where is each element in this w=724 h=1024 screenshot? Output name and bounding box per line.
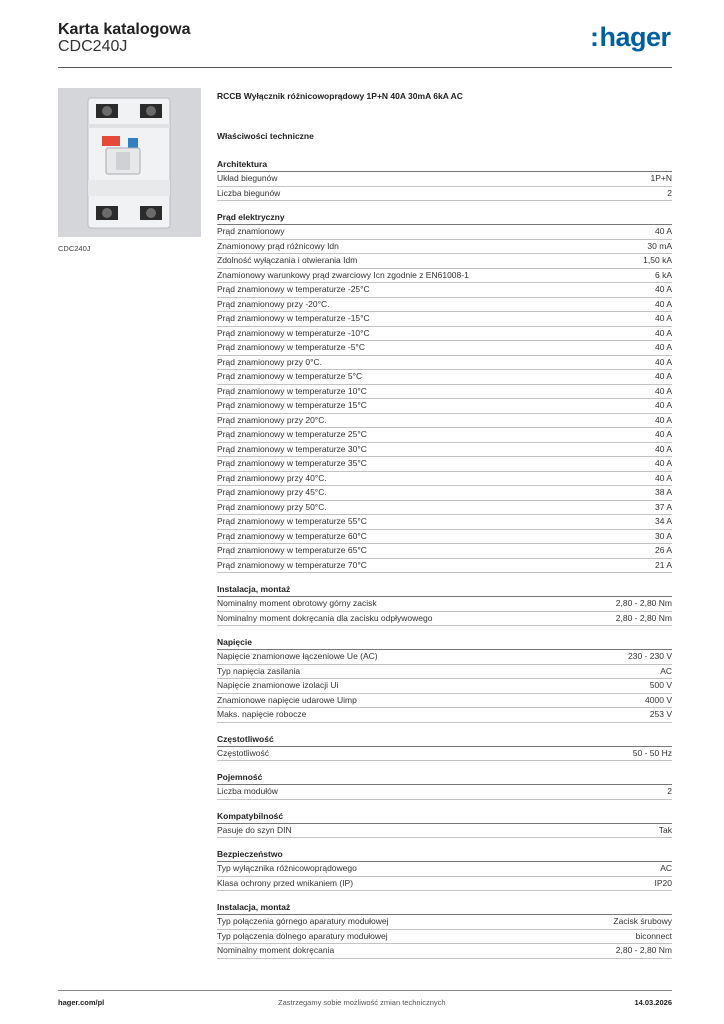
spec-row	[217, 283, 672, 298]
spec-value: 30 A	[654, 530, 672, 541]
spec-value: 2,80 - 2,80 Nm	[615, 612, 672, 623]
spec-label: Prąd znamionowy przy 20°C.	[217, 414, 327, 425]
spec-label: Klasa ochrony przed wnikaniem (IP)	[217, 877, 354, 888]
spec-value: 1P+N	[650, 173, 672, 183]
spec-label: Prąd znamionowy w temperaturze -15°C	[217, 313, 370, 323]
spec-row	[217, 486, 672, 501]
spec-label: Prąd znamionowy w temperaturze 5°C	[217, 371, 363, 381]
group-spacer	[217, 723, 672, 733]
spec-row	[217, 225, 672, 240]
spec-value: 2	[667, 786, 672, 796]
spec-value: 40 A	[654, 284, 672, 294]
spec-row	[217, 877, 672, 892]
spec-row	[217, 414, 672, 429]
group-title: Częstotliwość	[217, 733, 672, 747]
spec-label: Typ wyłącznika różnicowoprądowego	[217, 863, 357, 873]
spec-row	[217, 240, 672, 255]
spec-row	[217, 944, 672, 959]
spec-row	[217, 747, 672, 762]
spec-groups	[217, 158, 672, 959]
spec-label: Prąd znamionowy w temperaturze 65°C	[217, 545, 367, 555]
spec-value: 500 V	[649, 680, 672, 690]
spec-label: Prąd znamionowy	[217, 226, 285, 236]
spec-value: 40 A	[654, 429, 672, 439]
spec-row	[217, 356, 672, 371]
header-title: Karta katalogowa	[58, 21, 191, 38]
spec-label: Prąd znamionowy w temperaturze 35°C	[217, 458, 367, 468]
spec-value: 230 - 230 V	[628, 651, 672, 661]
spec-row	[217, 915, 672, 930]
spec-label: Częstotliwość	[217, 747, 269, 758]
spec-value: 26 A	[654, 545, 672, 555]
spec-label: Liczba modułów	[217, 786, 278, 796]
spec-row	[217, 930, 672, 945]
spec-label: Znamionowe napięcie udarowe Uimp	[217, 694, 357, 705]
spec-row	[217, 385, 672, 400]
group-title: Napięcie	[217, 636, 672, 650]
spec-row	[217, 530, 672, 545]
spec-value: Tak	[658, 824, 672, 835]
spec-row	[217, 679, 672, 694]
spec-label: Prąd znamionowy w temperaturze 70°C	[217, 559, 367, 570]
group-spacer	[217, 800, 672, 810]
spec-label: Prąd znamionowy w temperaturze 55°C	[217, 516, 367, 526]
spec-label: Typ połączenia górnego aparatury modułowej	[217, 916, 389, 926]
spec-row	[217, 665, 672, 680]
spec-value: biconnect	[635, 930, 672, 941]
spec-value: 4000 V	[645, 694, 672, 705]
spec-value: 40 A	[654, 313, 672, 323]
spec-label: Prąd znamionowy przy 50°C.	[217, 501, 327, 512]
group-spacer	[217, 201, 672, 211]
footer-disclaimer: Zastrzegamy sobie możliwość zmian technicznych	[278, 998, 446, 1007]
spec-value: 40 A	[654, 342, 672, 352]
spec-value: 38 A	[654, 487, 672, 497]
spec-value: 40 A	[654, 371, 672, 381]
spec-row	[217, 862, 672, 877]
footer-divider	[58, 990, 672, 991]
spec-label: Prąd znamionowy w temperaturze -10°C	[217, 327, 370, 338]
spec-label: Prąd znamionowy przy 45°C.	[217, 487, 327, 497]
spec-value: 2,80 - 2,80 Nm	[615, 598, 672, 608]
spec-value: 2,80 - 2,80 Nm	[615, 945, 672, 955]
spec-row	[217, 399, 672, 414]
group-spacer	[217, 838, 672, 848]
spec-row	[217, 515, 672, 530]
spec-row	[217, 370, 672, 385]
spec-value: Zacisk śrubowy	[613, 916, 672, 926]
spec-label: Prąd znamionowy w temperaturze -25°C	[217, 284, 370, 294]
spec-row	[217, 824, 672, 839]
spec-row	[217, 597, 672, 612]
spec-value: AC	[660, 863, 672, 873]
spec-label: Znamionowy prąd różnicowy Idn	[217, 240, 339, 251]
group-spacer	[217, 573, 672, 583]
spec-value: 40 A	[654, 298, 672, 309]
spec-value: 40 A	[654, 356, 672, 367]
group-title: Pojemność	[217, 771, 672, 785]
hager-logo[interactable]: :hager	[590, 22, 671, 52]
rccb-device-image	[58, 88, 201, 237]
group-title: Bezpieczeństwo	[217, 848, 672, 862]
logo-text: hager	[599, 22, 671, 52]
spec-row	[217, 559, 672, 574]
spec-label: Prąd znamionowy przy 0°C.	[217, 356, 322, 367]
spec-value: 40 A	[654, 385, 672, 396]
spec-value: 50 - 50 Hz	[632, 747, 672, 758]
spec-label: Nominalny moment dokręcania	[217, 945, 335, 955]
spec-value: 6 kA	[654, 269, 672, 280]
product-name: RCCB Wyłącznik różnicowoprądowy 1P+N 40A 30mA 6kA AC	[217, 91, 463, 101]
spec-label: Prąd znamionowy w temperaturze 60°C	[217, 530, 367, 541]
spec-label: Prąd znamionowy przy -20°C.	[217, 298, 330, 309]
spec-row	[217, 327, 672, 342]
spec-label: Prąd znamionowy w temperaturze -5°C	[217, 342, 365, 352]
photo-caption: CDC240J	[58, 244, 91, 253]
spec-label: Pasuje do szyn DIN	[217, 824, 292, 835]
spec-value: 21 A	[654, 559, 672, 570]
spec-label: Prąd znamionowy w temperaturze 25°C	[217, 429, 367, 439]
spec-row	[217, 172, 672, 187]
spec-row	[217, 269, 672, 284]
spec-label: Typ napięcia zasilania	[217, 665, 301, 676]
spec-value: 40 A	[654, 458, 672, 468]
spec-label: Napięcie znamionowe izolacji Ui	[217, 680, 339, 690]
group-title: Prąd elektryczny	[217, 211, 672, 225]
spec-value: 40 A	[654, 472, 672, 483]
group-spacer	[217, 891, 672, 901]
spec-row	[217, 341, 672, 356]
group-title: Architektura	[217, 158, 672, 172]
spec-value: 37 A	[654, 501, 672, 512]
group-spacer	[217, 626, 672, 636]
group-spacer	[217, 761, 672, 771]
spec-row	[217, 472, 672, 487]
spec-row	[217, 785, 672, 800]
spec-value: 40 A	[654, 226, 672, 236]
spec-label: Typ połączenia dolnego aparatury modułowej	[217, 930, 388, 941]
spec-label: Prąd znamionowy przy 40°C.	[217, 472, 327, 483]
spec-label: Prąd znamionowy w temperaturze 15°C	[217, 400, 367, 410]
spec-row	[217, 457, 672, 472]
spec-row	[217, 312, 672, 327]
spec-value: 40 A	[654, 327, 672, 338]
spec-label: Nominalny moment obrotowy górny zacisk	[217, 598, 377, 608]
spec-value: 30 mA	[647, 240, 672, 251]
spec-value: 253 V	[649, 709, 672, 719]
spec-label: Zdolność wyłączania i otwierania Idm	[217, 255, 358, 265]
spec-content	[217, 90, 672, 959]
spec-value: 2	[667, 187, 672, 198]
spec-value: IP20	[654, 877, 672, 888]
spec-value: 1,50 kA	[643, 255, 672, 265]
spec-value: 34 A	[654, 516, 672, 526]
spec-label: Napięcie znamionowe łączeniowe Ue (AC)	[217, 651, 378, 661]
spec-row	[217, 254, 672, 269]
spec-value: 40 A	[654, 400, 672, 410]
spec-row	[217, 298, 672, 313]
group-title: Instalacja, montaż	[217, 583, 672, 597]
spec-row	[217, 187, 672, 202]
spec-value: 40 A	[654, 443, 672, 454]
spec-value: AC	[660, 665, 672, 676]
group-title: Instalacja, montaż	[217, 901, 672, 915]
header-divider	[58, 67, 672, 68]
spec-row	[217, 428, 672, 443]
spec-row	[217, 501, 672, 516]
product-code: CDC240J	[58, 38, 128, 55]
spec-label: Nominalny moment dokręcania dla zacisku odpływowego	[217, 612, 433, 623]
spec-label: Maks. napięcie robocze	[217, 709, 307, 719]
spec-row	[217, 544, 672, 559]
spec-label: Prąd znamionowy w temperaturze 30°C	[217, 443, 367, 454]
product-photo	[58, 88, 201, 237]
spec-label: Liczba biegunów	[217, 187, 281, 198]
footer-website-link[interactable]: hager.com/pl	[58, 998, 105, 1007]
spec-row	[217, 708, 672, 723]
section-heading: Właściwości techniczne	[217, 131, 314, 141]
spec-row	[217, 612, 672, 627]
spec-label: Układ biegunów	[217, 173, 278, 183]
spec-row	[217, 694, 672, 709]
spec-label: Prąd znamionowy w temperaturze 10°C	[217, 385, 367, 396]
footer-date: 14.03.2026	[634, 998, 672, 1007]
spec-row	[217, 650, 672, 665]
spec-label: Znamionowy warunkowy prąd zwarciowy Icn zgodnie z EN61008-1	[217, 269, 469, 280]
spec-row	[217, 443, 672, 458]
group-title: Kompatybilność	[217, 810, 672, 824]
spec-value: 40 A	[654, 414, 672, 425]
